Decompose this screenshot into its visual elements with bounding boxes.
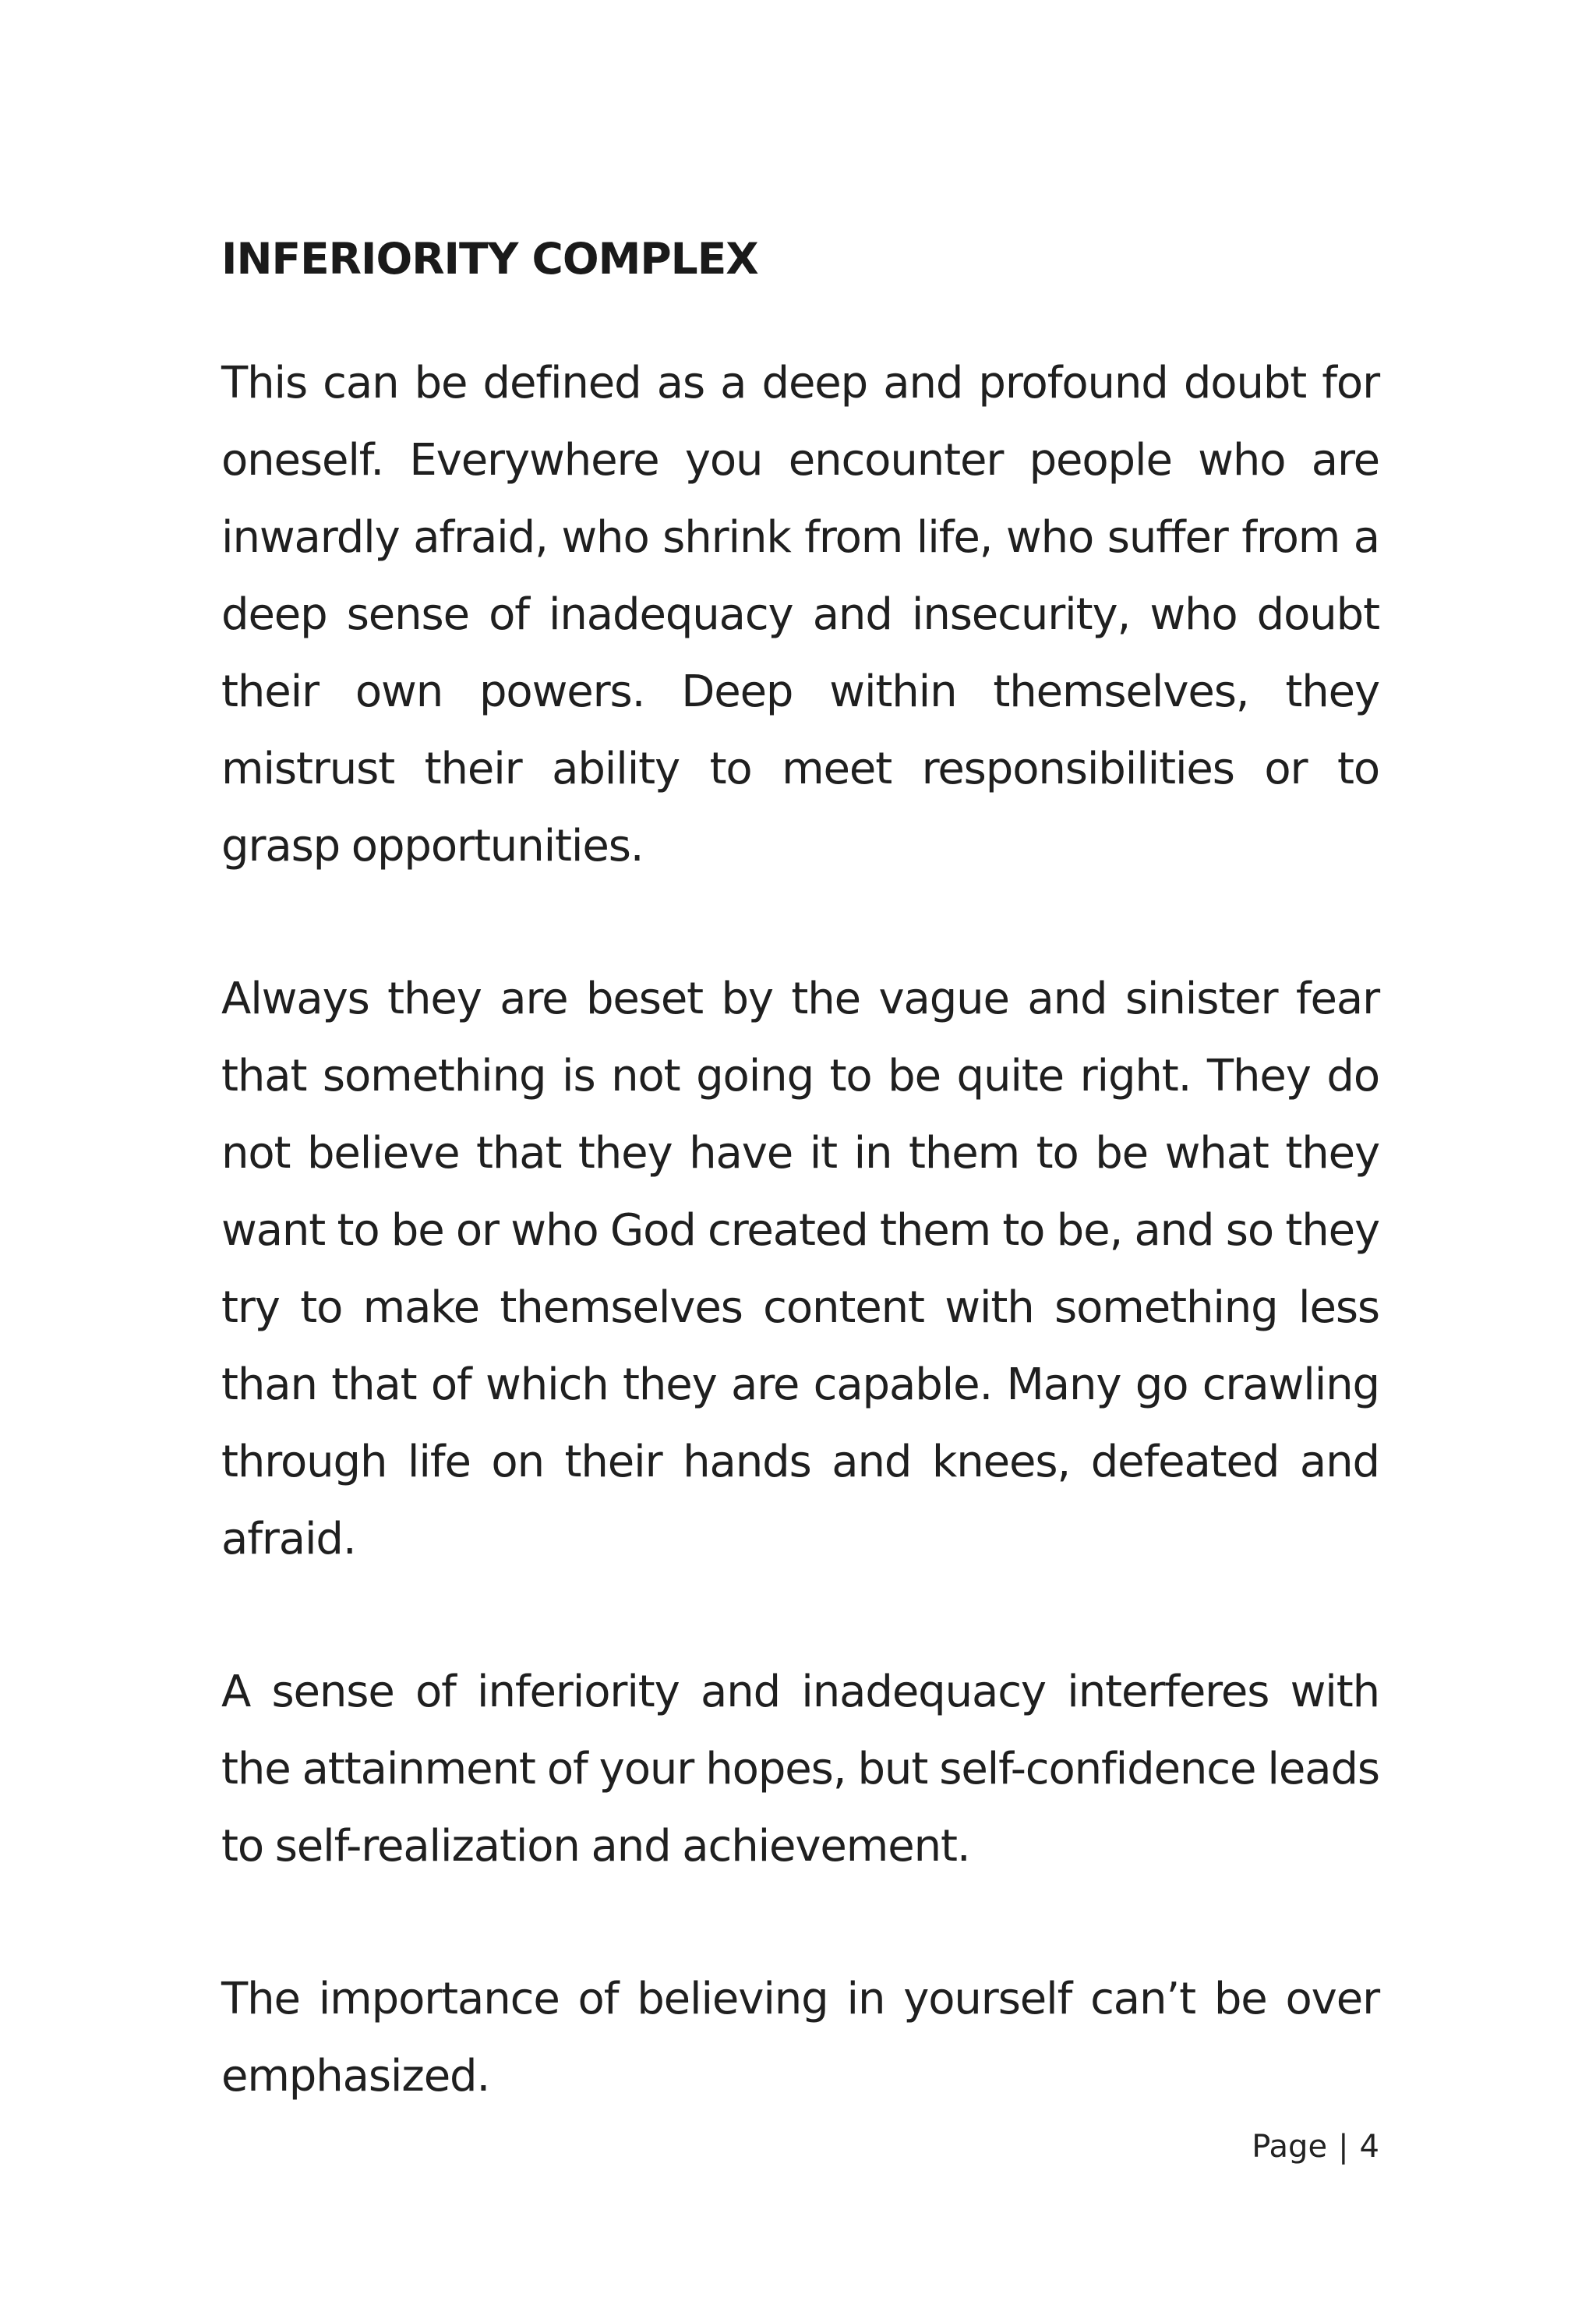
paragraph-definition: This can be defined as a deep and profound doubt for oneself. Everywhere you encounter people who are inwardly afraid, who shrink from life, who suffer from a deep sense of inadequacy and insecurity, who doubt their own powers. Deep within themselves, they mistrust their ability to meet responsibilities or to grasp opportunities. [221,358,1379,871]
page-separator: | [1338,2129,1349,2165]
paragraph-inadequacy: A sense of inferiority and inadequacy interferes with the attainment of your hopes, but self-confidence leads to self-realization and achievement. [221,1667,1379,1872]
paragraph-fear: Always they are beset by the vague and sinister fear that something is not going to be quite right. They do not believe that they have it in them to be what they want to be or who God created them to be, and so they try to make themselves content with something less than that of which they are capable. Many go crawling through life on their hands and knees, defeated and afraid. [221,974,1379,1564]
paragraph-importance: The importance of believing in yourself can’t be over emphasized. [221,1974,1379,2102]
page-footer [1252,2123,1379,2170]
page-label: Page [1252,2129,1328,2165]
page-number: 4 [1359,2129,1379,2165]
section-heading: INFERIORITY COMPLEX [221,234,758,284]
document-page [221,228,1379,2115]
